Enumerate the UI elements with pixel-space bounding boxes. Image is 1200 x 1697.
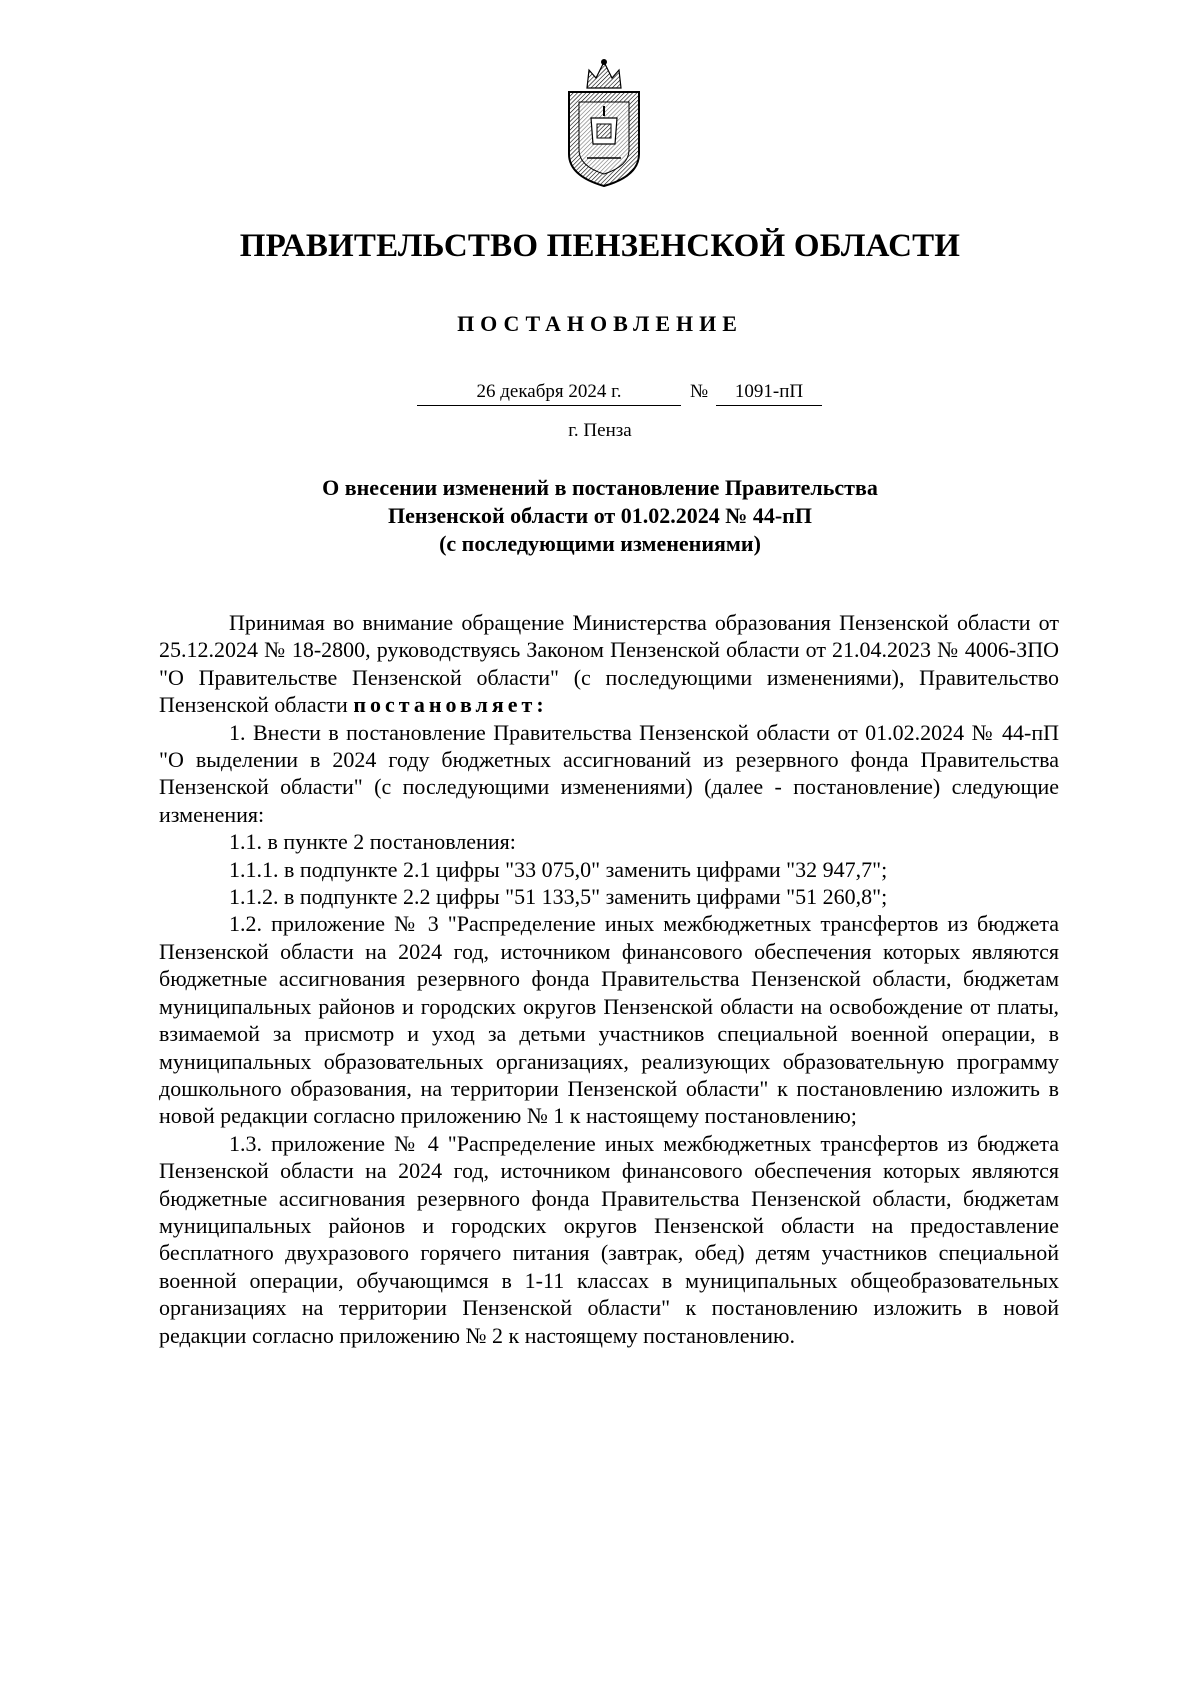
paragraph-1-2: 1.2. приложение № 3 "Распределение иных межбюджетных трансфертов из бюджета Пензенской области на 2024 год, источником финансового обеспечения которых являются бюджетные ассигнования резервного фонда Правительства Пензенской области, бюджетам муниципальных районов и городских округов Пензенской области на освобождение от платы, взимаемой за присмотр и уход за детьми участников специальной военной операции, в муниципальных образовательных организациях, реализующих образовательную программу дошкольного образования, на территории Пензенской области" к постановлению изложить в новой редакции согласно приложению № 1 к настоящему постановлению; xyxy=(159,911,1059,1129)
city: г. Пенза xyxy=(568,420,632,441)
document-subject xyxy=(250,474,950,558)
preamble-text: Принимая во внимание обращение Министерства образования Пензенской области от 25.12.2024 № 18-2800, руководствуясь Законом Пензенской области от 21.04.2023 № 4006-ЗПО "О Правительстве Пензенской области" (с последующими изменениями), Правительство Пензенской области xyxy=(159,610,1059,718)
decree-word: постановляет: xyxy=(353,692,548,718)
document-number: 1091-пП xyxy=(716,379,822,406)
paragraph-1-3: 1.3. приложение № 4 "Распределение иных межбюджетных трансфертов из бюджета Пензенской области на 2024 год, источником финансового обеспечения которых являются бюджетные ассигнования резервного фонда Правительства Пензенской области, бюджетам муниципальных районов и городских округов Пензенской области на предоставление бесплатного двухразового горячего питания (завтрак, обед) детям участников специальной военной операции, обучающимся в 1-11 классах в муниципальных общеобразовательных организациях на территории Пензенской области" к постановлению изложить в новой редакции согласно приложению № 2 к настоящему постановлению. xyxy=(159,1130,1059,1348)
government-title: ПРАВИТЕЛЬСТВО ПЕНЗЕНСКОЙ ОБЛАСТИ xyxy=(239,228,961,264)
paragraph-1-1: 1.1. в пункте 2 постановления: xyxy=(229,829,516,855)
date-number-line xyxy=(0,379,1200,407)
penza-coat-of-arms-icon xyxy=(561,58,647,190)
number-sign: № xyxy=(690,381,709,402)
preamble-paragraph xyxy=(159,609,1059,719)
paragraph-1-1-2: 1.1.2. в подпункте 2.2 цифры "51 133,5" заменить цифрами "51 260,8"; xyxy=(229,884,888,910)
paragraph-1-1-1: 1.1.1. в подпункте 2.1 цифры "33 075,0" заменить цифрами "32 947,7"; xyxy=(229,856,888,882)
subject-line-2: Пензенской области от 01.02.2024 № 44-пП xyxy=(388,503,812,528)
subject-line-1: О внесении изменений в постановление Правительства xyxy=(322,475,878,500)
paragraph-1: 1. Внести в постановление Правительства Пензенской области от 01.02.2024 № 44-пП "О выделении в 2024 году бюджетных ассигнований из резервного фонда Правительства Пензенской области" (с последующими изменениями) (далее - постановление) следующие изменения: xyxy=(159,719,1059,827)
document-type: ПОСТАНОВЛЕНИЕ xyxy=(457,311,743,336)
subject-line-3: (с последующими изменениями) xyxy=(439,531,761,556)
document-body xyxy=(159,609,1059,1349)
document-date: 26 декабря 2024 г. xyxy=(417,379,681,406)
